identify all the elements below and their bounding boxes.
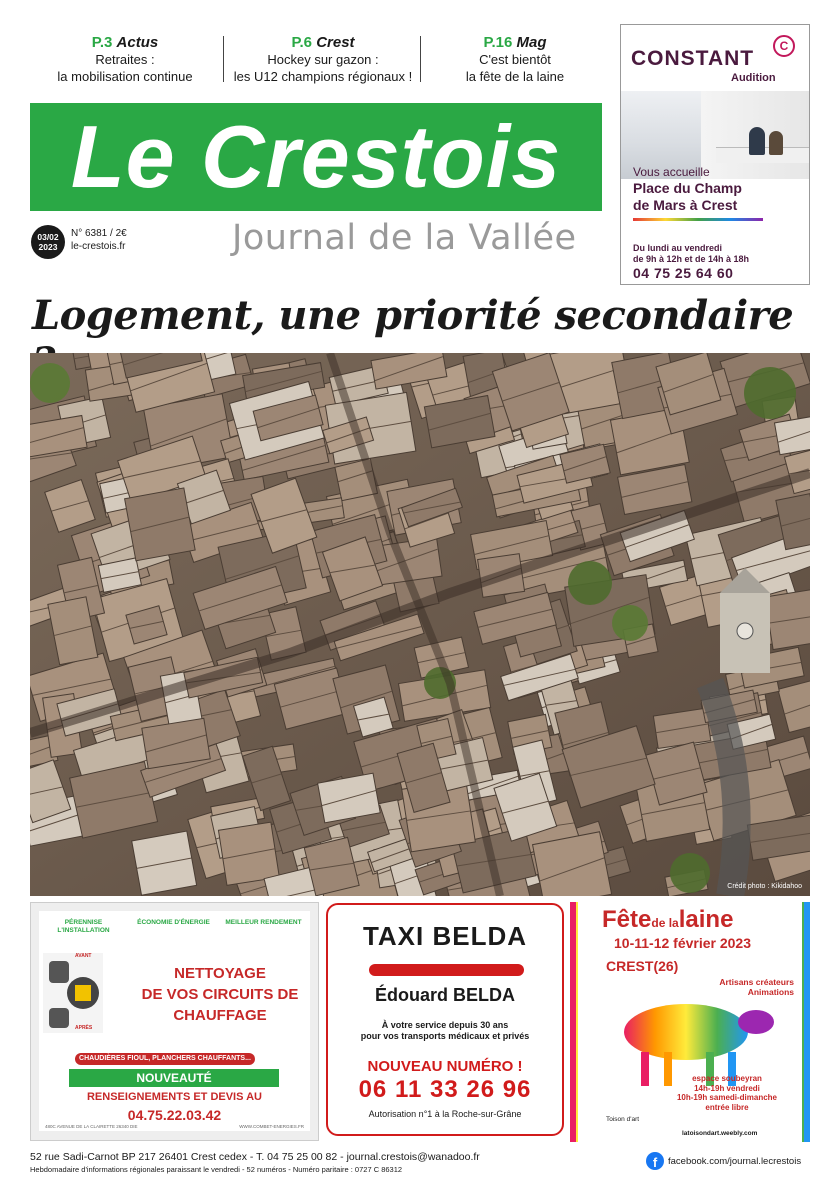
teaser-page-number: P.6 — [291, 34, 313, 51]
date-badge — [31, 225, 65, 259]
chauffage-website[interactable]: WWW.COMBET-ENERGIES.FR — [239, 1124, 304, 1129]
newspaper-subtitle: Journal de la Vallée — [232, 218, 577, 258]
toison-logo: Toison d'art — [606, 1116, 640, 1123]
laine-place — [660, 1074, 794, 1112]
before-label: AVANT — [75, 953, 92, 959]
teaser-crest[interactable] — [228, 34, 418, 85]
issue-number: N° 6381 / 2€ — [71, 228, 127, 239]
masthead-banner — [30, 103, 602, 211]
chauffage-title — [131, 963, 309, 1026]
laine-dates: 10-11-12 février 2023 — [614, 935, 751, 951]
teaser-line: les U12 champions régionaux ! — [233, 69, 413, 84]
ad-place-line: Place du Champ — [633, 180, 742, 196]
chauffage-info: RENSEIGNEMENTS ET DEVIS AU — [86, 1091, 262, 1103]
teaser-mag[interactable] — [440, 34, 590, 85]
teaser-actus[interactable] — [40, 34, 210, 85]
ad-phone: 04 75 25 64 60 — [633, 265, 734, 281]
taxi-description — [328, 1020, 562, 1042]
laine-website[interactable]: latoisondart.weebly.com — [682, 1130, 758, 1137]
laine-city: CREST(26) — [606, 958, 679, 974]
laine-activity: Animations — [747, 987, 794, 997]
teaser-line: Hockey sur gazon : — [267, 52, 379, 67]
website-link[interactable]: le-crestois.fr — [71, 241, 126, 252]
laine-place-line: 10h-19h samedi-dimanche — [676, 1093, 778, 1102]
teaser-section: Crest — [316, 34, 355, 51]
taxi-owner: Édouard BELDA — [374, 985, 515, 1005]
teaser-page-number: P.3 — [91, 34, 113, 51]
ad-hours-line: Du lundi au vendredi — [633, 243, 723, 253]
laine-place-line: espace soubeyran — [692, 1074, 762, 1083]
taxi-desc-line: À votre service depuis 30 ans — [381, 1020, 509, 1030]
ad-fete-laine[interactable] — [570, 902, 810, 1142]
laine-activity: Artisans créateurs — [719, 977, 794, 987]
before-after-icon — [43, 953, 103, 1033]
ad-hours — [633, 243, 749, 264]
benefit-label: PÉRENNISE L'INSTALLATION — [57, 919, 110, 934]
photo-credit: Crédit photo : Kikidahoo — [727, 883, 802, 890]
teaser-section: Actus — [116, 34, 159, 51]
teaser-section: Mag — [516, 34, 547, 51]
taxi-authorization: Autorisation n°1 à la Roche-sur-Grâne — [368, 1109, 522, 1119]
roof-tile-texture — [765, 589, 810, 649]
after-label: APRÈS — [75, 1025, 93, 1031]
footer-meta: Hebdomadaire d'informations régionales paraissant le vendredi - 52 numéros - Numéro paritaire : 0727 C 86312 — [30, 1165, 403, 1174]
teaser-line: C'est bientôt — [479, 52, 551, 67]
laine-title-word: Fête — [602, 906, 652, 933]
teaser-page-number: P.16 — [483, 34, 513, 51]
footer-address: 52 rue Sadi-Carnot BP 217 26401 Crest cedex - T. 04 75 25 00 82 - journal.crestois@wanadoo.fr — [30, 1151, 480, 1163]
ad-place — [633, 180, 742, 214]
laine-title — [602, 906, 733, 934]
chauffage-footer — [45, 1124, 304, 1129]
rooftops-image — [30, 353, 810, 896]
laine-place-line: 14h-19h vendredi — [694, 1083, 760, 1093]
taxi-title: TAXI BELDA — [362, 921, 528, 951]
main-headline[interactable]: Logement, une priorité secondaire — [32, 292, 794, 339]
chauffage-address: 480C AVENUE DE LA CLAIRETTE 26340 DIE — [45, 1124, 138, 1129]
ad-chauffage[interactable] — [30, 902, 319, 1141]
chauffage-title-line: CHAUFFAGE — [173, 1007, 267, 1024]
ad-brand-sub: Audition — [731, 72, 776, 84]
ad-chauffage-panel — [39, 911, 310, 1131]
taxi-phone: 06 11 33 26 96 — [358, 1076, 532, 1103]
main-photo — [30, 353, 810, 896]
benefit-label: ÉCONOMIE D'ÉNERGIE — [137, 919, 210, 926]
laine-place-line: entrée libre — [705, 1102, 749, 1112]
chauffage-title-line: NETTOYAGE — [174, 965, 266, 982]
date-year: 2023 — [38, 242, 58, 252]
chauffage-title-line: DE VOS CIRCUITS DE — [141, 986, 299, 1003]
date-day: 03/02 — [37, 232, 59, 242]
laine-title-small: de la — [651, 916, 679, 930]
taxi-red-bar — [369, 964, 524, 976]
teaser-line: la mobilisation continue — [57, 69, 193, 84]
ad-brand: CONSTANT — [631, 47, 755, 70]
facebook-link[interactable] — [646, 1152, 801, 1170]
teaser-line: Retraites : — [95, 52, 155, 67]
ad-place-line: de Mars à Crest — [633, 197, 738, 213]
laine-title-word: laine — [678, 906, 734, 933]
taxi-desc-line: pour vos transports médicaux et privés — [360, 1031, 530, 1041]
teaser-divider — [420, 36, 421, 82]
rainbow-rule — [633, 218, 763, 221]
taxi-new-number: NOUVEAU NUMÉRO ! — [367, 1058, 523, 1075]
facebook-icon: f — [646, 1152, 664, 1170]
ad-hours-line: de 9h à 12h et de 14h à 18h — [633, 253, 750, 264]
newspaper-title: Le Crestois — [70, 107, 562, 206]
benefit-label: MEILLEUR RENDEMENT — [225, 919, 302, 926]
issue-info — [71, 227, 127, 253]
ad-constant-audition[interactable] — [620, 24, 810, 285]
ad-welcome: Vous accueille — [633, 165, 710, 179]
teaser-line: la fête de la laine — [465, 69, 565, 84]
chauffage-new-badge: NOUVEAUTÉ — [69, 1069, 279, 1087]
teaser-divider — [223, 36, 224, 82]
chauffage-chip: CHAUDIÈRES FIOUL, PLANCHERS CHAUFFANTS... — [75, 1053, 255, 1065]
facebook-url: facebook.com/journal.lecrestois — [668, 1155, 802, 1167]
chauffage-phone: 04.75.22.03.42 — [127, 1107, 222, 1123]
brand-logo-icon: C — [773, 35, 795, 57]
ad-taxi-belda[interactable] — [326, 903, 564, 1136]
